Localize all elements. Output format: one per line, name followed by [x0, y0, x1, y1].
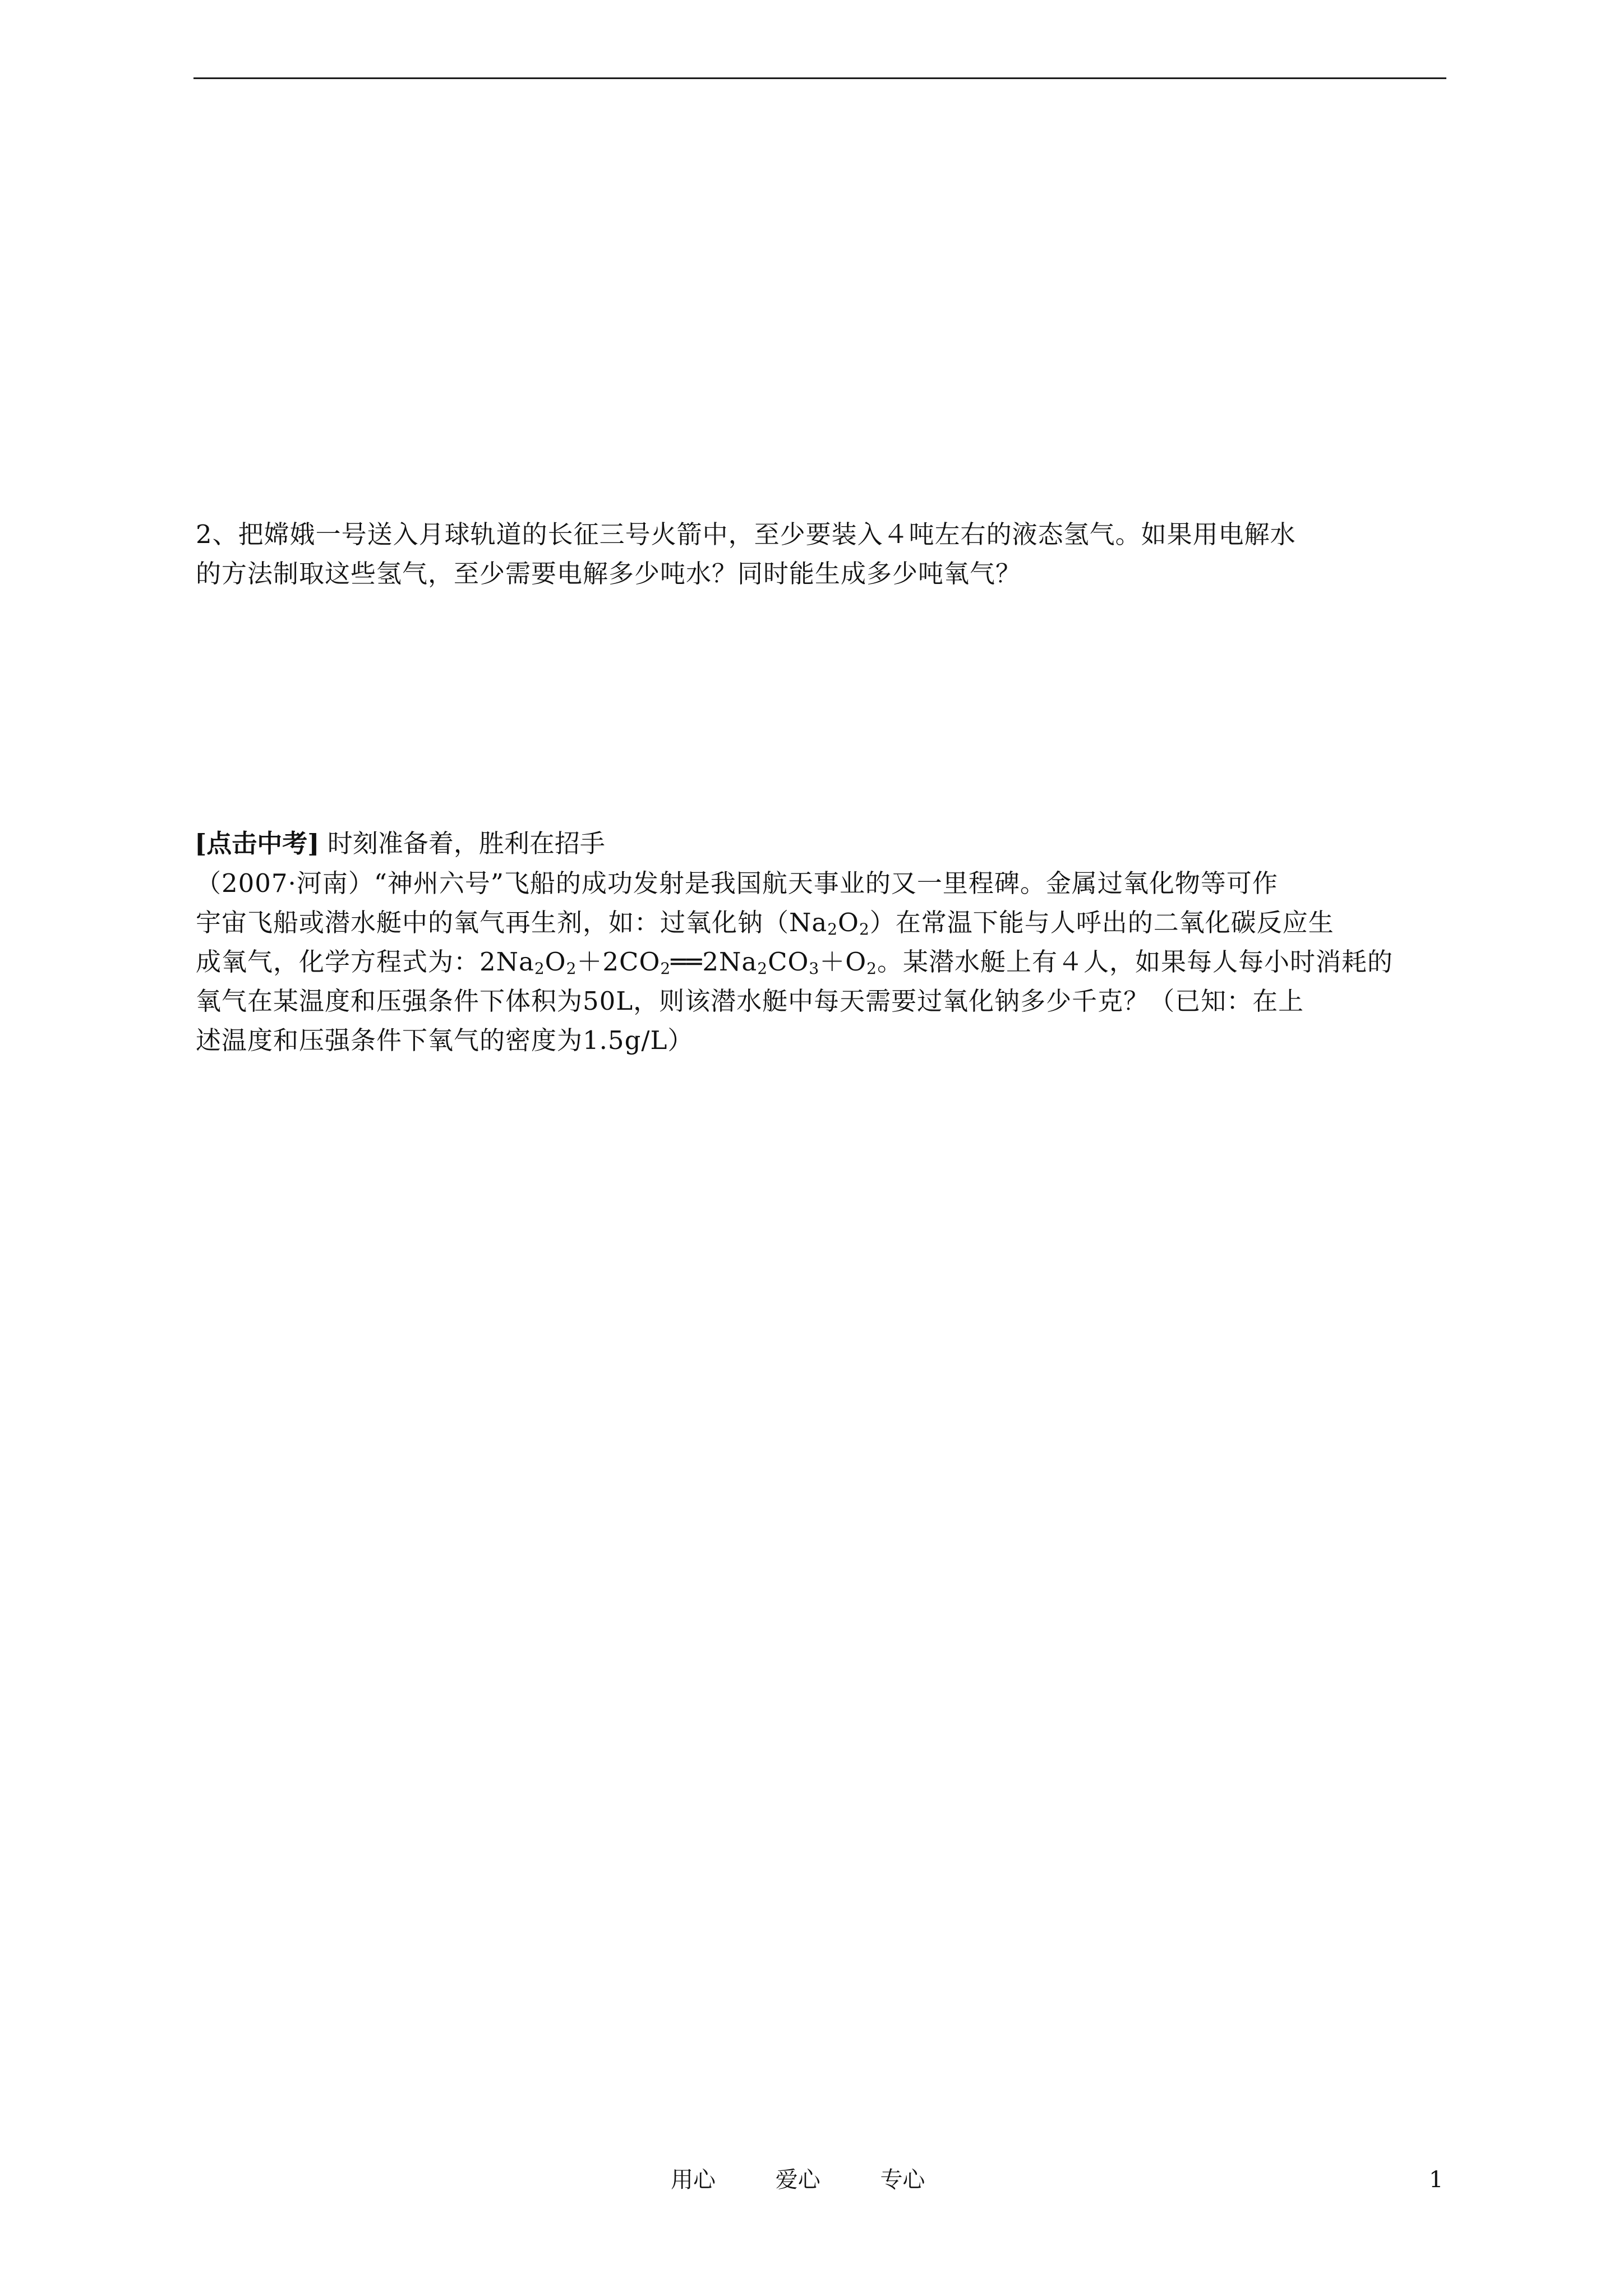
exam-section-tag: [点击中考]: [195, 829, 320, 858]
text-run: 。某潜水艇上有４人，如果每人每小时消耗的: [877, 947, 1393, 977]
text-run: 宇宙飞船或潜水艇中的氧气再生剂，如：过氧化钠（Na: [196, 908, 828, 937]
page-footer: [671, 2165, 925, 2194]
text-run: ＋2CO: [577, 947, 661, 977]
text-run: ══2Na: [671, 947, 758, 977]
exam-section-heading: [195, 827, 605, 861]
text-run: CO: [768, 947, 809, 977]
text-run: O: [838, 908, 859, 937]
subscript: 2: [827, 920, 838, 938]
text-run: O: [545, 947, 566, 977]
question-2-line-1: 2、把嫦娥一号送入月球轨道的长征三号火箭中，至少要装入４吨左右的液态氢气。如果用电解水: [196, 519, 1296, 549]
text-run: ＋O: [819, 947, 867, 977]
subscript: 2: [566, 959, 577, 978]
footer-word-3: 专心: [880, 2167, 925, 2193]
header-rule: [193, 77, 1446, 79]
text-run: 成氧气，化学方程式为：2Na: [196, 947, 534, 977]
subscript: 2: [866, 959, 877, 978]
subscript: 2: [757, 959, 768, 978]
exam-question-line-4: 氧气在某温度和压强条件下体积为50L，则该潜水艇中每天需要过氧化钠多少千克？（已知：在上: [196, 986, 1304, 1016]
question-2-line-2: 的方法制取这些氢气，至少需要电解多少吨水？同时能生成多少吨氧气？: [196, 559, 1022, 588]
exam-question-line-5: 述温度和压强条件下氧气的密度为1.5g/L）: [196, 1025, 694, 1055]
subscript: 3: [809, 959, 820, 978]
subscript: 2: [859, 920, 870, 938]
page-number: 1: [1429, 2167, 1444, 2193]
subscript: 2: [534, 959, 545, 978]
exam-section-slogan: 时刻准备着，胜利在招手: [319, 829, 605, 858]
footer-word-1: 用心: [671, 2167, 716, 2193]
exam-question-line-2: [196, 903, 1447, 942]
subscript: 2: [660, 959, 671, 978]
exam-question-line-3: [196, 942, 1447, 982]
text-run: ）在常温下能与人呼出的二氧化碳反应生: [869, 908, 1334, 937]
footer-word-2: 爱心: [775, 2167, 820, 2193]
exam-question: [196, 864, 1447, 1060]
exam-question-line-1: （2007·河南）“神州六号”飞船的成功发射是我国航天事业的又一里程碑。金属过氧化物等可作: [196, 868, 1278, 898]
question-2: [196, 515, 1447, 593]
